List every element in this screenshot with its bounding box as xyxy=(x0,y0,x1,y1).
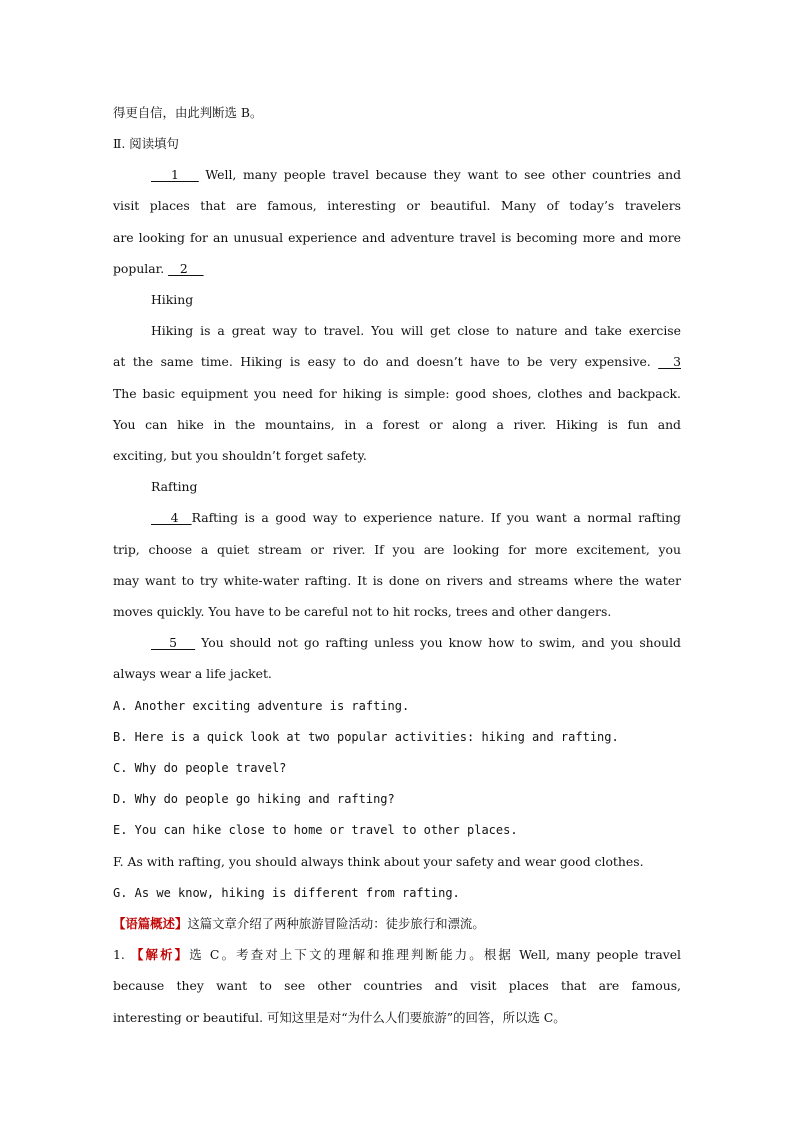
passage-text: Rafting is a good way to experience nature. If you want a normal rafting xyxy=(191,510,681,525)
passage-p1-line3: are looking for an unusual experience and adventure travel is becoming more and more xyxy=(113,230,681,245)
blank-3: 3 xyxy=(658,354,681,369)
analysis-line3: interesting or beautiful. 可知这里是对“为什么人们要旅游”的回答，所以选 C。 xyxy=(113,1010,566,1025)
analysis-line1 xyxy=(113,946,681,964)
hiking-heading: Hiking xyxy=(151,292,194,307)
analysis-text: 选 C。考查对上下文的理解和推理判断能力。根据 Well, many people travel xyxy=(189,947,682,962)
passage-text: at the same time. Hiking is easy to do and doesn’t have to be very expensive. xyxy=(113,354,659,369)
passage-p1-line1 xyxy=(151,166,681,184)
summary-text: 这篇文章介绍了两种旅游冒险活动：徒步旅行和漂流。 xyxy=(187,916,485,931)
option-c: C. Why do people travel? xyxy=(113,761,287,775)
analysis-line2: because they want to see other countries and visit places that are famous, xyxy=(113,978,681,993)
summary-tag: 【语篇概述】 xyxy=(113,916,188,931)
passage-p3-line4: moves quickly. You have to be careful not to hit rocks, trees and other dangers. xyxy=(113,604,612,619)
blank-2: 2 xyxy=(168,261,204,276)
passage-p2-line3: The basic equipment you need for hiking is simple: good shoes, clothes and backpack. xyxy=(113,386,681,401)
passage-p4-line1 xyxy=(151,634,681,652)
passage-p2-line5: exciting, but you shouldn’t forget safety. xyxy=(113,448,367,463)
section-heading: Ⅱ. 阅读填句 xyxy=(113,136,179,151)
passage-p2-line4: You can hike in the mountains, in a forest or along a river. Hiking is fun and xyxy=(113,417,681,432)
blank-1: 1 xyxy=(151,167,199,182)
analysis-number: 1. xyxy=(113,947,131,962)
option-g: G. As we know, hiking is different from rafting. xyxy=(113,886,460,900)
passage-p3-line2: trip, choose a quiet stream or river. If you are looking for more excitement, you xyxy=(113,542,681,557)
analysis-tag: 【解析】 xyxy=(130,947,190,962)
blank-5: 5 xyxy=(151,635,196,650)
rafting-heading: Rafting xyxy=(151,479,198,494)
passage-p4-line2: always wear a life jacket. xyxy=(113,666,272,681)
passage-text: Well, many people travel because they want to see other countries and xyxy=(198,167,682,182)
option-f: F. As with rafting, you should always think about your safety and wear good clothes. xyxy=(113,854,644,869)
passage-p1-line4 xyxy=(113,260,681,278)
passage-p1-line2: visit places that are famous, interesting or beautiful. Many of today’s travelers xyxy=(113,198,681,213)
passage-p3-line3: may want to try white-water rafting. It is done on rivers and streams where the water xyxy=(113,573,681,588)
option-b: B. Here is a quick look at two popular activities: hiking and rafting. xyxy=(113,730,619,744)
option-e: E. You can hike close to home or travel to other places. xyxy=(113,823,518,837)
passage-p2-line1: Hiking is a great way to travel. You will get close to nature and take exercise xyxy=(151,323,681,338)
option-d: D. Why do people go hiking and rafting? xyxy=(113,792,395,806)
blank-4: 4 xyxy=(151,510,192,525)
option-a: A. Another exciting adventure is rafting. xyxy=(113,699,410,713)
passage-p2-line2 xyxy=(113,353,681,371)
passage-p3-line1 xyxy=(151,509,681,527)
passage-text: You should not go rafting unless you know how to swim, and you should xyxy=(195,635,681,650)
passage-text: popular. xyxy=(113,261,169,276)
summary-line xyxy=(113,915,681,933)
lead-line: 得更自信，由此判断选 B。 xyxy=(113,105,263,120)
